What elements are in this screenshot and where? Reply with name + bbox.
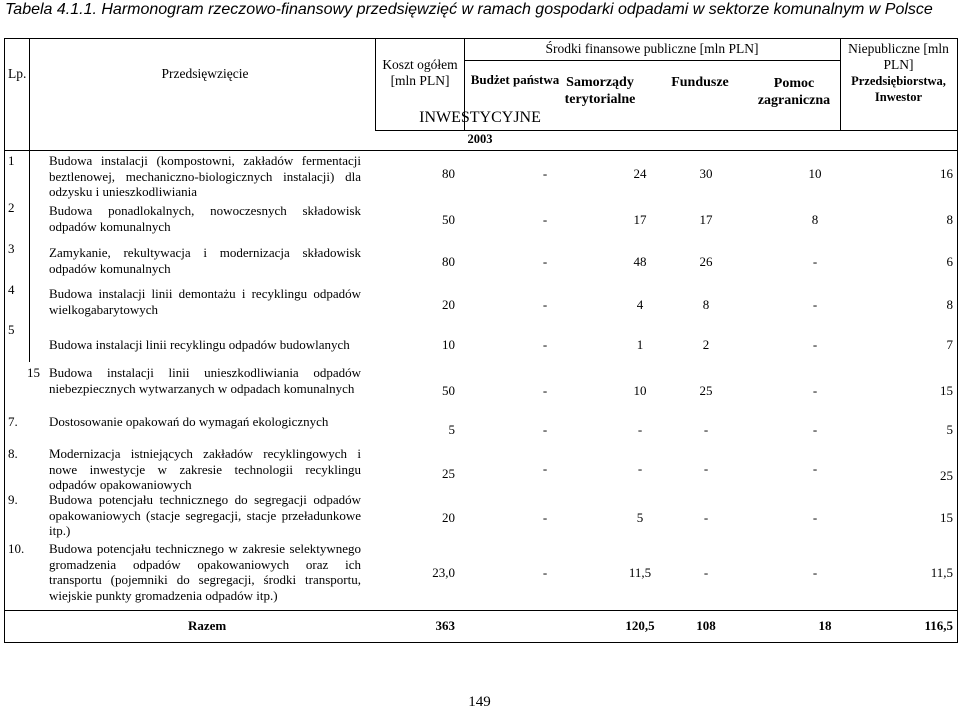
header-fundusze: Fundusze xyxy=(671,75,729,90)
total-label: Razem xyxy=(188,618,227,633)
header-lp: Lp. xyxy=(8,66,27,81)
row-lp: 3 xyxy=(8,241,15,256)
row-name: Budowa ponadlokalnych, nowoczesnych składowisk odpadów komunalnych xyxy=(49,203,361,234)
cell-pomoc: 10 xyxy=(808,166,822,181)
cell-budzet: - xyxy=(542,212,548,227)
cell-fundusze: 8 xyxy=(702,297,710,312)
cell-fundusze: - xyxy=(703,461,709,476)
header-niepubliczne: Niepubliczne [mln PLN] xyxy=(848,41,949,72)
cell-pomoc: - xyxy=(812,422,818,437)
cell-niepubliczne: 8 xyxy=(946,212,953,227)
row-name: Budowa potencjału technicznego do segregacji odpadów opakowaniowych (stacje segregacji, stacje przeładunkowe itp.) xyxy=(49,492,361,538)
header-srodki: Środki finansowe publiczne [mln PLN] xyxy=(545,41,759,56)
row-lp: 8. xyxy=(8,446,18,461)
row-lp: 10. xyxy=(8,541,25,556)
row-name: Budowa potencjału technicznego w zakresie selektywnego gromadzenia odpadów opakowaniowych oraz ich transportu (pojemniki do segregacji, środki transportu, wiejskie punkty gromadzenia odpadów itp.) xyxy=(49,541,361,603)
cell-fundusze: 2 xyxy=(702,337,710,352)
cell-koszt: 10 xyxy=(442,337,455,352)
cell-fundusze: 30 xyxy=(699,166,713,181)
cell-pomoc: 8 xyxy=(811,212,819,227)
header-koszt: Koszt ogółem [mln PLN] xyxy=(382,57,458,88)
header-samorzady: Samorządy terytorialne xyxy=(564,75,636,107)
row-name: Budowa instalacji linii demontażu i recyklingu odpadów wielkogabarytowych xyxy=(49,286,361,317)
cell-samorzady: 5 xyxy=(636,510,644,525)
cell-niepubliczne: 6 xyxy=(946,254,953,269)
cell-koszt: 20 xyxy=(442,297,455,312)
cell-fundusze: 26 xyxy=(699,254,713,269)
cell-budzet: - xyxy=(542,422,548,437)
row-lp: 15 xyxy=(27,365,40,380)
cell-budzet: - xyxy=(542,383,548,398)
cell-budzet: - xyxy=(542,461,548,476)
cell-samorzady: 4 xyxy=(636,297,644,312)
cell-pomoc: - xyxy=(812,254,818,269)
row-lp: 4 xyxy=(8,282,15,297)
cell-fundusze: - xyxy=(703,510,709,525)
cell-samorzady: 24 xyxy=(633,166,647,181)
cell-koszt: 5 xyxy=(448,422,455,437)
cell-budzet: - xyxy=(542,254,548,269)
cell-budzet: - xyxy=(542,166,548,181)
cell-koszt: 80 xyxy=(442,254,455,269)
cell-koszt: 20 xyxy=(442,510,455,525)
row-name: Zamykanie, rekultywacja i modernizacja składowisk odpadów komunalnych xyxy=(49,245,361,276)
cell-budzet: - xyxy=(542,510,548,525)
row-lp: 5 xyxy=(8,322,15,337)
cell-samorzady: 1 xyxy=(636,337,644,352)
header-inwestycyjne: INWESTYCYJNE xyxy=(419,109,541,126)
cell-budzet: - xyxy=(542,337,548,352)
row-name: Modernizacja istniejących zakładów recyklingowych i nowe inwestycje w zakresie technologii recyklingu odpadów opakowaniowych xyxy=(49,446,361,492)
row-lp: 1 xyxy=(8,153,15,168)
row-name: Budowa instalacji linii recyklingu odpadów budowlanych xyxy=(49,337,350,352)
page-number: 149 xyxy=(468,694,491,710)
cell-samorzady: 48 xyxy=(633,254,647,269)
row-lp: 7. xyxy=(8,414,18,429)
cell-niepubliczne: 5 xyxy=(946,422,953,437)
row-lp: 9. xyxy=(8,492,18,507)
total-samorzady: 120,5 xyxy=(625,618,655,633)
total-niepubliczne: 116,5 xyxy=(924,618,953,633)
cell-koszt: 25 xyxy=(442,466,455,481)
cell-pomoc: - xyxy=(812,297,818,312)
cell-samorzady: 11,5 xyxy=(628,565,652,580)
header-year: 2003 xyxy=(467,132,493,146)
cell-koszt: 23,0 xyxy=(432,565,455,580)
cell-fundusze: - xyxy=(703,422,709,437)
cell-pomoc: - xyxy=(812,461,818,476)
cell-samorzady: - xyxy=(637,422,643,437)
cell-fundusze: 17 xyxy=(699,212,713,227)
cell-niepubliczne: 8 xyxy=(946,297,953,312)
cell-koszt: 50 xyxy=(442,383,455,398)
total-pomoc: 18 xyxy=(818,618,832,633)
header-przedsiewziecie: Przedsięwzięcie xyxy=(161,66,249,81)
row-name: Budowa instalacji (kompostowni, zakładów fermentacji beztlenowej, mechaniczno-biologicznych instalacji) dla odzysku i unieszkodliwiania xyxy=(49,153,361,199)
cell-niepubliczne: 16 xyxy=(940,166,953,181)
cell-fundusze: - xyxy=(703,565,709,580)
cell-pomoc: - xyxy=(812,337,818,352)
cell-samorzady: - xyxy=(637,461,643,476)
row-name: Budowa instalacji linii unieszkodliwiania odpadów niebezpiecznych wytwarzanych w odpadach komunalnych xyxy=(49,365,361,396)
cell-niepubliczne: 25 xyxy=(940,468,953,483)
header-pomoc: Pomoc zagraniczna xyxy=(757,76,831,108)
cell-budzet: - xyxy=(542,297,548,312)
cell-koszt: 50 xyxy=(442,212,455,227)
row-lp: 2 xyxy=(8,200,15,215)
table-title: Tabela 4.1.1. Harmonogram rzeczowo-finansowy przedsięwzięć w ramach gospodarki odpadami w sektorze komunalnym w Polsce xyxy=(5,1,933,18)
cell-koszt: 80 xyxy=(442,166,455,181)
cell-niepubliczne: 7 xyxy=(946,337,953,352)
cell-fundusze: 25 xyxy=(699,383,713,398)
cell-pomoc: - xyxy=(812,565,818,580)
cell-pomoc: - xyxy=(812,510,818,525)
cell-niepubliczne: 15 xyxy=(940,383,953,398)
row-name: Dostosowanie opakowań do wymagań ekologicznych xyxy=(49,414,329,429)
header-przedsiebiorstwa: Przedsiębiorstwa, Inwestor xyxy=(851,74,946,104)
cell-pomoc: - xyxy=(812,383,818,398)
header-budzet: Budżet państwa xyxy=(470,72,560,87)
cell-niepubliczne: 15 xyxy=(940,510,953,525)
total-fundusze: 108 xyxy=(696,618,716,633)
cell-samorzady: 17 xyxy=(633,212,647,227)
total-koszt: 363 xyxy=(435,618,455,633)
cell-niepubliczne: 11,5 xyxy=(930,565,953,580)
cell-budzet: - xyxy=(542,565,548,580)
cell-samorzady: 10 xyxy=(633,383,647,398)
